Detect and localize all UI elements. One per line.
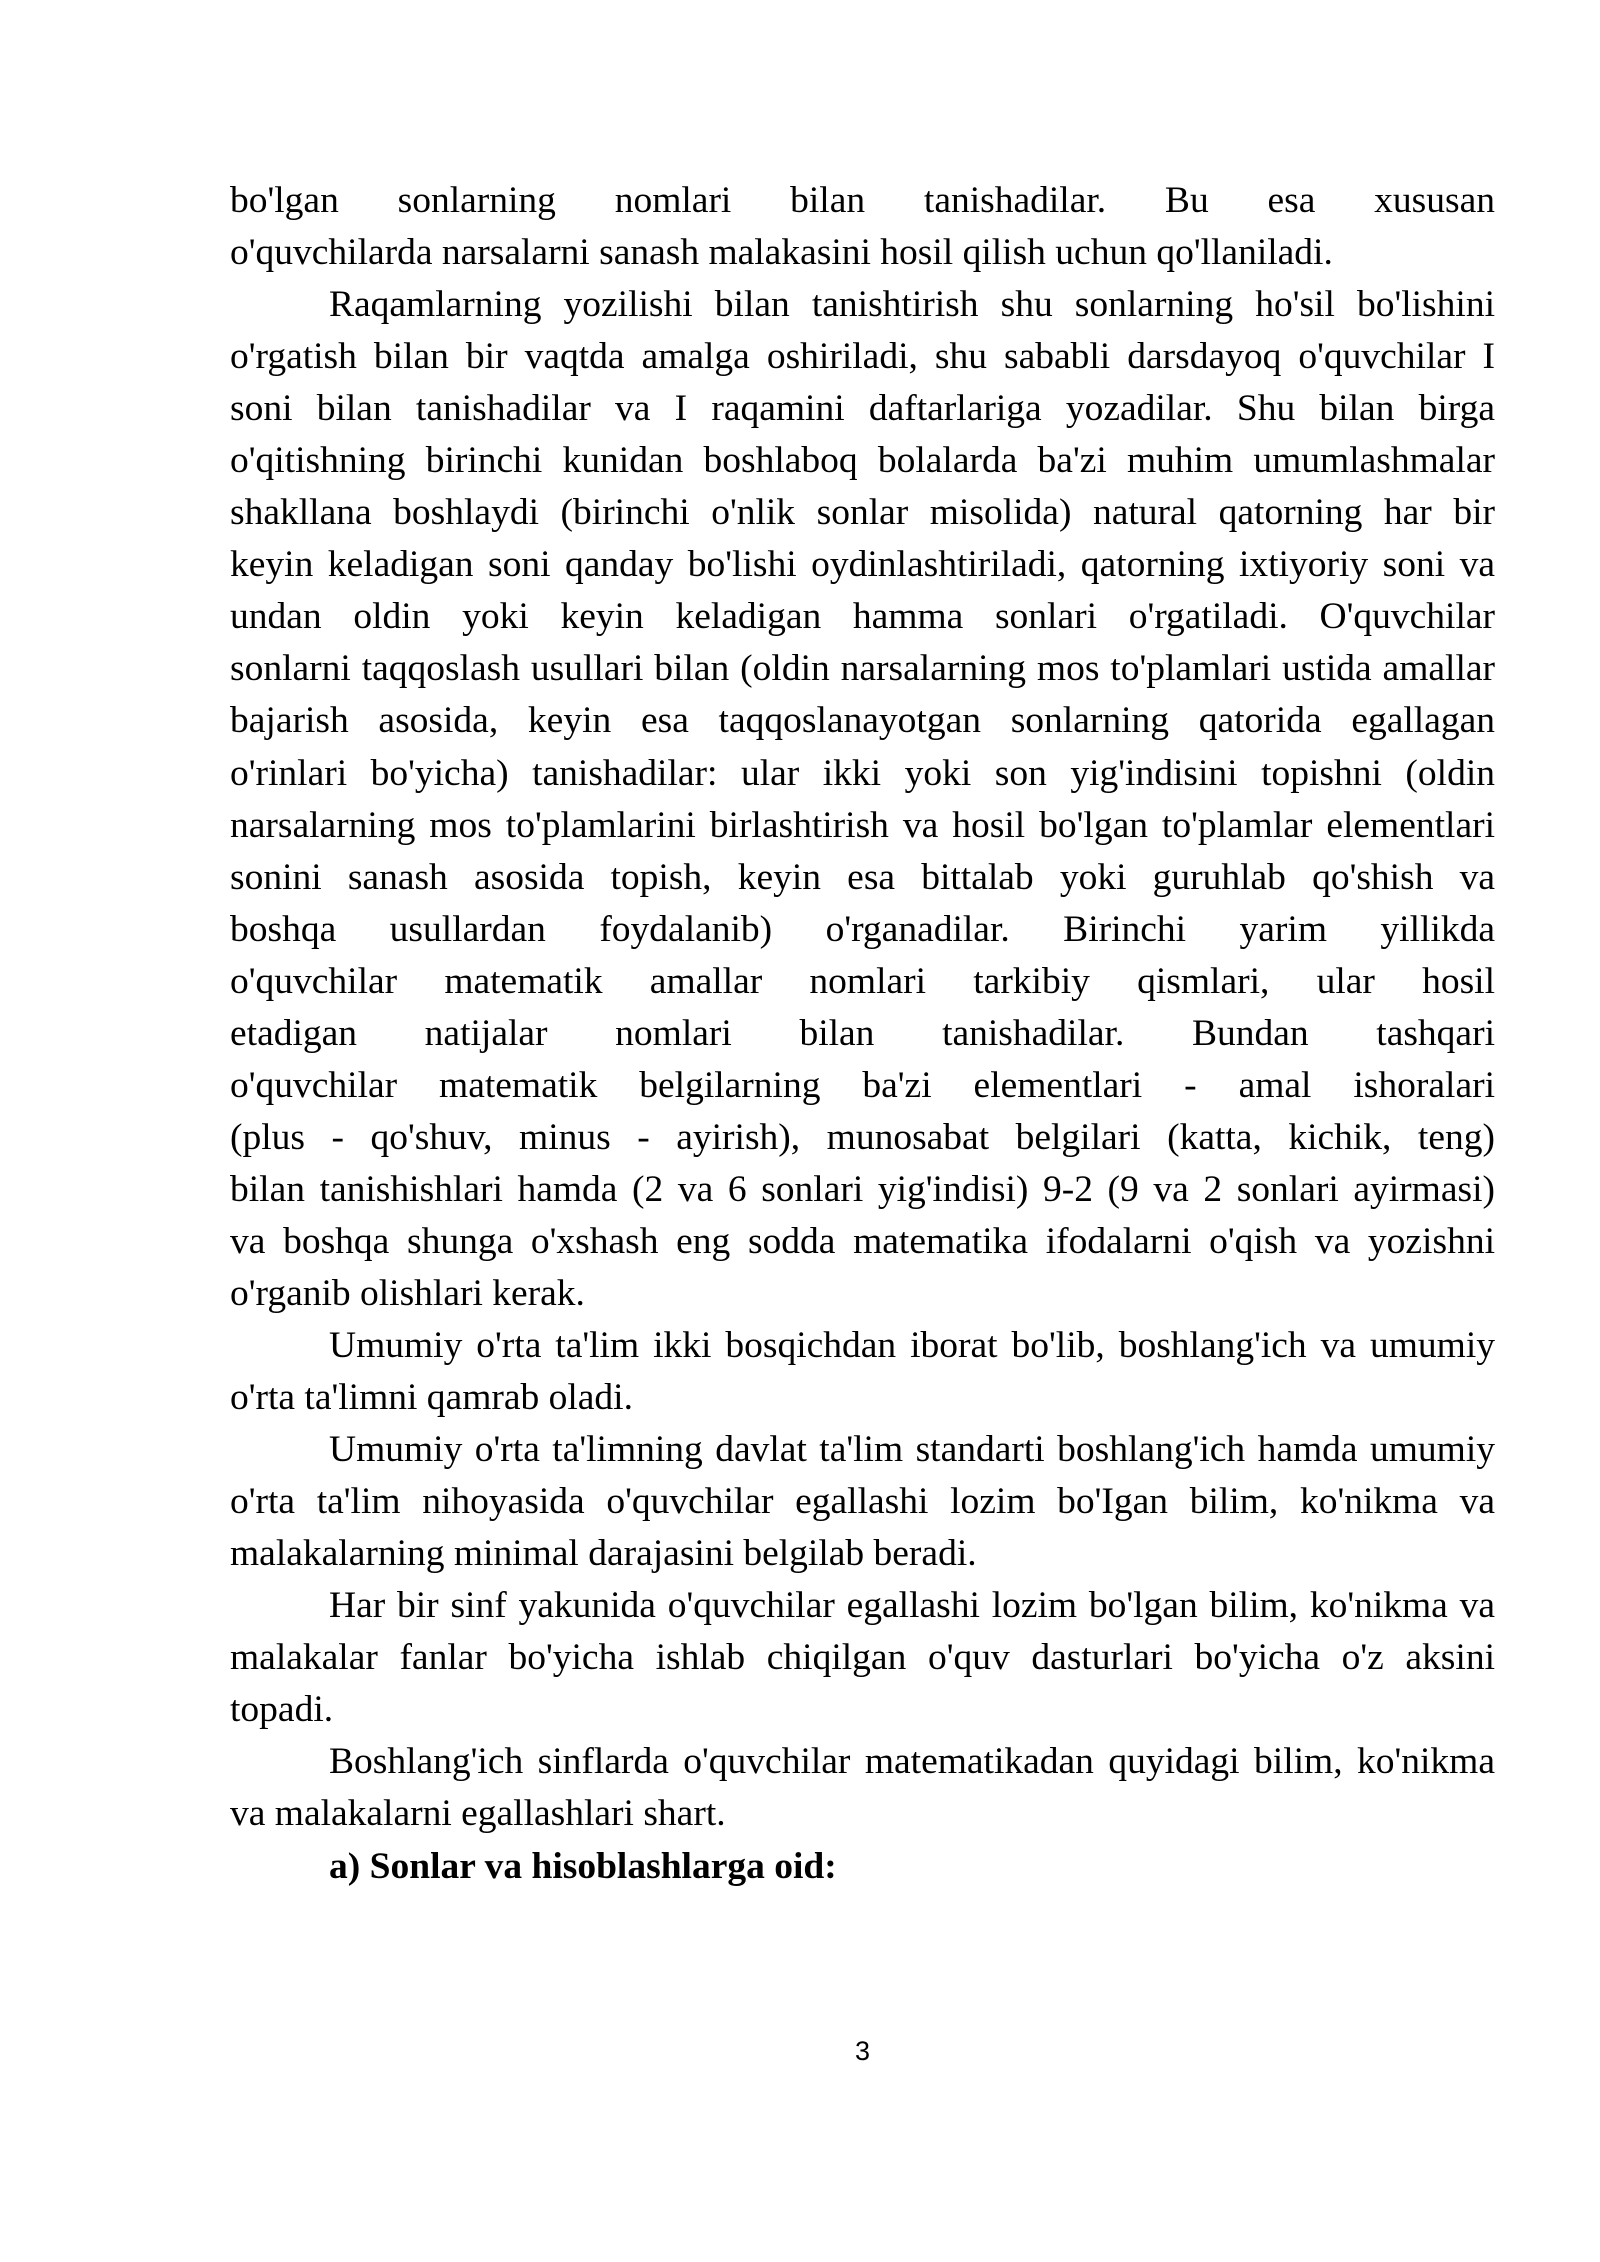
paragraph bbox=[230, 1424, 1495, 1580]
text-line: o'rta ta'lim nihoyasida o'quvchilar egallashi lozim bo'Igan bilim, ko'nikma va bbox=[230, 1481, 1495, 1523]
text-line: Umumiy o'rta ta'limning davlat ta'lim standarti boshlang'ich hamda umumiy bbox=[329, 1429, 1495, 1471]
text-line: shakllana boshlaydi (birinchi o'nlik sonlar misolida) natural qatorning har bir bbox=[230, 492, 1495, 534]
text-line: o'quvchilar matematik amallar nomlari tarkibiy qismlari, ular hosil bbox=[230, 960, 1495, 1002]
text-line: bo'lgan sonlarning nomlari bilan tanishadilar. Bu esa xususan bbox=[230, 180, 1495, 221]
text-line: undan oldin yoki keyin keladigan hamma sonlari o'rgatiladi. O'quvchilar bbox=[230, 596, 1495, 638]
text-line: Raqamlarning yozilishi bilan tanishtirish shu sonlarning ho'sil bo'lishini bbox=[329, 284, 1495, 326]
text-line: malakalarning minimal darajasini belgilab beradi. bbox=[230, 1533, 977, 1575]
text-line: sonlarni taqqoslash usullari bilan (oldin narsalarning mos to'plamlari ustida amallar bbox=[230, 648, 1495, 690]
text-line: o'quvchilarda narsalarni sanash malakasini hosil qilish uchun qo'llaniladi. bbox=[230, 232, 1333, 274]
text-line: o'quvchilar matematik belgilarning ba'zi elementlari - amal ishoralari bbox=[230, 1064, 1495, 1106]
text-line: o'rta ta'limni qamrab oladi. bbox=[230, 1377, 633, 1419]
paragraph bbox=[230, 175, 1495, 279]
text-line: o'rganib olishlari kerak. bbox=[230, 1272, 585, 1314]
text-line: va boshqa shunga o'xshash eng sodda matematika ifodalarni o'qish va yozishni bbox=[230, 1220, 1495, 1262]
text-line: bajarish asosida, keyin esa taqqoslanayotgan sonlarning qatorida egallagan bbox=[230, 700, 1495, 742]
text-line: Umumiy o'rta ta'lim ikki bosqichdan iborat bo'lib, boshlang'ich va umumiy bbox=[329, 1325, 1495, 1367]
text-line: topadi. bbox=[230, 1689, 334, 1731]
text-line: keyin keladigan soni qanday bo'lishi oydinlashtiriladi, qatorning ixtiyoriy soni va bbox=[230, 544, 1495, 586]
paragraph bbox=[230, 1736, 1495, 1840]
text-line: boshqa usullardan foydalanib) o'rganadilar. Birinchi yarim yillikda bbox=[230, 908, 1495, 950]
text-line: va malakalarni egallashlari shart. bbox=[230, 1793, 726, 1835]
text-line: bilan tanishishlari hamda (2 va 6 sonlari yig'indisi) 9-2 (9 va 2 sonlari ayirmasi) bbox=[230, 1168, 1495, 1210]
section-heading: a) Sonlar va hisoblashlarga oid: bbox=[329, 1845, 837, 1887]
text-line: etadigan natijalar nomlari bilan tanishadilar. Bundan tashqari bbox=[230, 1012, 1495, 1054]
text-line: malakalar fanlar bo'yicha ishlab chiqilgan o'quv dasturlari bo'yicha o'z aksini bbox=[230, 1637, 1495, 1679]
text-line: Har bir sinf yakunida o'quvchilar egallashi lozim bo'lgan bilim, ko'nikma va bbox=[329, 1585, 1495, 1627]
text-line: narsalarning mos to'plamlarini birlashtirish va hosil bo'lgan to'plamlar elementlari bbox=[230, 804, 1495, 846]
text-line: o'rgatish bilan bir vaqtda amalga oshiriladi, shu sababli darsdayoq o'quvchilar I bbox=[230, 336, 1495, 378]
text-line: soni bilan tanishadilar va I raqamini daftarlariga yozadilar. Shu bilan birga bbox=[230, 388, 1495, 430]
text-line: sonini sanash asosida topish, keyin esa bittalab yoki guruhlab qo'shish va bbox=[230, 856, 1495, 898]
paragraph bbox=[230, 279, 1495, 1320]
paragraph bbox=[230, 1580, 1495, 1736]
text-line: (plus - qo'shuv, minus - ayirish), munosabat belgilari (katta, kichik, teng) bbox=[230, 1116, 1495, 1158]
text-line: o'rinlari bo'yicha) tanishadilar: ular ikki yoki son yig'indisini topishni (oldin bbox=[230, 752, 1495, 794]
text-line: Boshlang'ich sinflarda o'quvchilar matematikadan quyidagi bilim, ko'nikma bbox=[329, 1741, 1495, 1783]
paragraph bbox=[230, 1320, 1495, 1424]
document-body bbox=[230, 175, 1495, 1893]
page-number: 3 bbox=[854, 2036, 871, 2066]
text-line: o'qitishning birinchi kunidan boshlaboq bolalarda ba'zi muhim umumlashmalar bbox=[230, 440, 1495, 482]
